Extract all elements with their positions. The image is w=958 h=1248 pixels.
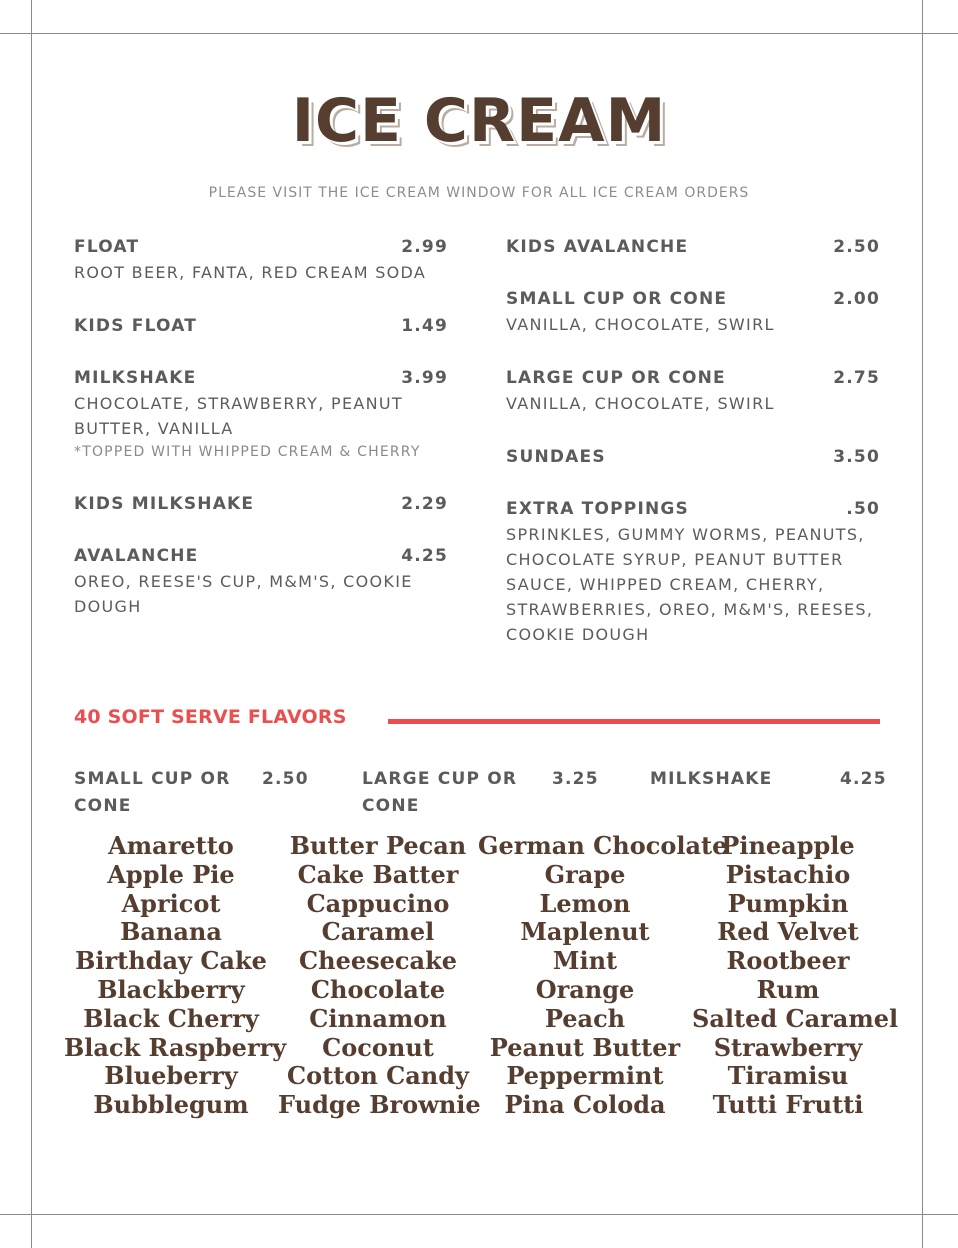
- price-label: SMALL CUP OR CONE: [74, 769, 231, 816]
- item-name: FLOAT: [74, 237, 140, 257]
- item-name: SMALL CUP OR CONE: [506, 289, 728, 309]
- flavor-item: Blueberry: [104, 1061, 238, 1091]
- item-price: 2.50: [833, 237, 880, 257]
- flavor-item: Peanut Butter: [489, 1032, 681, 1062]
- menu-item: [74, 236, 448, 285]
- item-description: VANILLA, CHOCOLATE, SWIRL: [506, 394, 775, 413]
- item-name: LARGE CUP OR CONE: [506, 368, 726, 388]
- flavor-item: Pineapple: [721, 831, 855, 860]
- item-price: 1.49: [401, 316, 448, 336]
- flavor-item: Pumpkin: [727, 888, 849, 918]
- flavor-column: [64, 831, 287, 1120]
- menu-item: [506, 367, 880, 416]
- flavor-item: Strawberry: [713, 1032, 863, 1062]
- item-description: CHOCOLATE, STRAWBERRY, PEANUT BUTTER, VANILLA: [74, 394, 403, 438]
- item-price: .50: [846, 499, 880, 519]
- flavor-item: Cotton Candy: [287, 1061, 469, 1091]
- item-description: ROOT BEER, FANTA, RED CREAM SODA: [74, 263, 427, 282]
- flavor-item: Apricot: [121, 888, 221, 918]
- menu-item: [74, 493, 448, 515]
- menu-subtitle: PLEASE VISIT THE ICE CREAM WINDOW FOR ALL ICE CREAM ORDERS: [208, 185, 750, 201]
- flavor-item: Cinnamon: [309, 1003, 447, 1033]
- item-price: 2.99: [401, 237, 448, 257]
- flavor-column: [478, 831, 728, 1120]
- flavor-item: Lemon: [539, 888, 631, 918]
- crop-mark: [0, 33, 958, 34]
- crop-mark: [0, 1214, 958, 1215]
- flavor-column: [278, 831, 481, 1120]
- flavor-item: Butter Pecan: [289, 831, 467, 860]
- flavor-item: Cappucino: [306, 888, 450, 918]
- item-description: SPRINKLES, GUMMY WORMS, PEANUTS, CHOCOLATE SYRUP, PEANUT BUTTER SAUCE, WHIPPED CREAM, CHERRY, STRAWBERRIES, OREO, M&M'S, REESES, COOKIE DOUGH: [506, 525, 874, 644]
- flavor-item: Red Velvet: [717, 917, 859, 947]
- flavor-item: Rum: [756, 974, 820, 1004]
- flavor-item: Rootbeer: [726, 946, 850, 976]
- flavor-item: Orange: [535, 974, 635, 1004]
- price-label: LARGE CUP OR CONE: [362, 769, 518, 816]
- price-value: 4.25: [840, 769, 887, 789]
- flavor-item: Peach: [544, 1003, 626, 1033]
- flavor-item: Amaretto: [108, 831, 234, 860]
- flavor-item: Blackberry: [97, 974, 245, 1004]
- menu-column-left: [74, 236, 448, 649]
- item-name: KIDS MILKSHAKE: [74, 494, 255, 514]
- menu-item: [506, 446, 880, 468]
- flavor-item: Salted Caramel: [692, 1003, 899, 1033]
- menu-item: [506, 498, 880, 647]
- item-description: VANILLA, CHOCOLATE, SWIRL: [506, 315, 775, 334]
- flavor-item: German Chocolate: [478, 831, 728, 860]
- item-name: SUNDAES: [506, 447, 606, 467]
- menu-title: ICE CREAM: [291, 86, 667, 156]
- flavor-item: Peppermint: [506, 1061, 664, 1091]
- item-price: 3.50: [833, 447, 880, 467]
- menu-item: [506, 288, 880, 337]
- flavor-item: Apple Pie: [107, 859, 235, 889]
- item-name: EXTRA TOPPINGS: [506, 499, 689, 519]
- item-price: 2.75: [833, 368, 880, 388]
- menu-column-right: [506, 236, 880, 677]
- flavor-item: Cake Batter: [297, 859, 459, 889]
- menu-item: [74, 367, 448, 463]
- flavor-item: Grape: [544, 859, 626, 889]
- price-value: 2.50: [262, 769, 309, 789]
- item-name: KIDS AVALANCHE: [506, 237, 689, 257]
- item-price: 3.99: [401, 368, 448, 388]
- item-price: 2.29: [401, 494, 448, 514]
- soft-serve-heading: 40 SOFT SERVE FLAVORS: [74, 706, 347, 728]
- flavor-item: Mint: [552, 946, 618, 976]
- flavor-item: Bubblegum: [93, 1090, 249, 1120]
- menu-item: [74, 315, 448, 337]
- item-price: 2.00: [833, 289, 880, 309]
- menu-item: [74, 545, 448, 619]
- item-name: MILKSHAKE: [74, 368, 197, 388]
- item-price: 4.25: [401, 546, 448, 566]
- flavor-item: Chocolate: [310, 974, 446, 1004]
- menu-item: [506, 236, 880, 258]
- flavor-item: Pistachio: [725, 859, 851, 889]
- item-name: AVALANCHE: [74, 546, 199, 566]
- flavor-item: Banana: [120, 917, 222, 947]
- flavor-grid: [64, 831, 899, 1120]
- flavor-item: Black Raspberry: [64, 1032, 287, 1062]
- price-value: 3.25: [552, 769, 599, 789]
- price-label: MILKSHAKE: [650, 769, 773, 789]
- flavor-item: Pina Coloda: [504, 1090, 666, 1120]
- flavor-column: [692, 831, 899, 1120]
- flavor-item: Fudge Brownie: [278, 1090, 481, 1120]
- flavor-item: Tutti Frutti: [712, 1090, 864, 1120]
- flavor-item: Tiramisu: [727, 1061, 849, 1091]
- flavor-item: Birthday Cake: [75, 946, 267, 976]
- heading-rule: [388, 719, 880, 724]
- item-note: *TOPPED WITH WHIPPED CREAM & CHERRY: [74, 444, 421, 460]
- item-description: OREO, REESE'S CUP, M&M'S, COOKIE DOUGH: [74, 572, 413, 616]
- flavor-item: Cheesecake: [299, 946, 457, 976]
- flavor-item: Maplenut: [520, 917, 650, 947]
- flavor-item: Coconut: [322, 1032, 434, 1062]
- item-name: KIDS FLOAT: [74, 316, 198, 336]
- flavor-item: Caramel: [321, 917, 435, 947]
- flavor-item: Black Cherry: [83, 1003, 259, 1033]
